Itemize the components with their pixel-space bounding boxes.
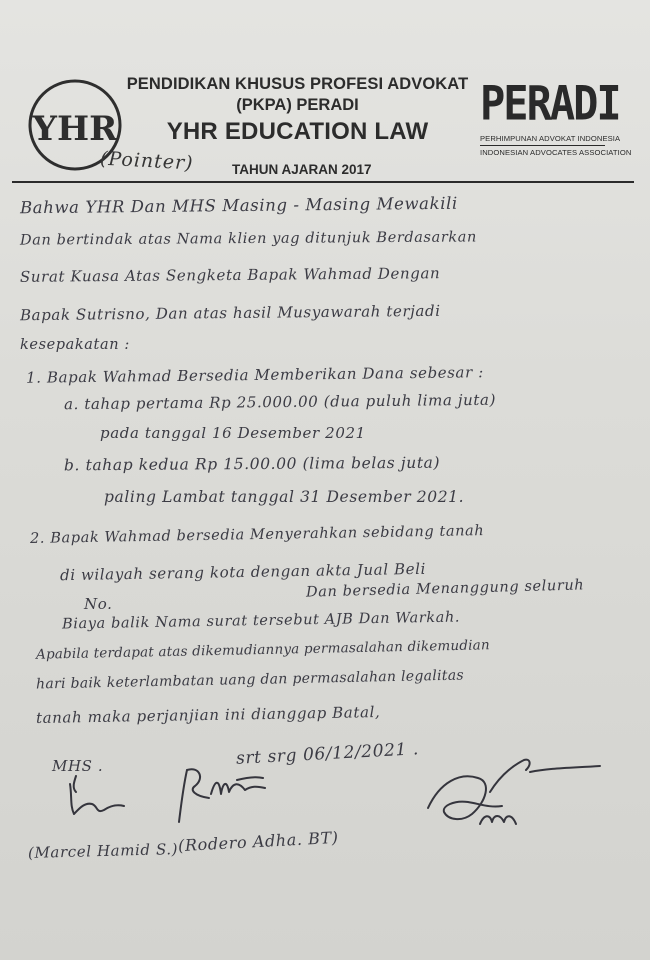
body-line: b. tahap kedua Rp 15.00.00 (lima belas juta) — [63, 453, 441, 475]
signature-right — [420, 752, 620, 842]
signatory-name-middle: (Rodero Adha. BT) — [177, 827, 340, 856]
body-line: 2. Bapak Wahmad bersedia Menyerahkan sebidang tanah — [29, 523, 485, 547]
yhr-logo-text: YHR — [32, 109, 118, 149]
signatory-name-left: (Marcel Hamid S.) — [27, 840, 179, 862]
peradi-divider — [480, 145, 605, 146]
peradi-subtitle-en: INDONESIAN ADVOCATES ASSOCIATION — [480, 148, 632, 157]
letterhead-divider — [12, 181, 634, 183]
body-line: Biaya balik Nama surat tersebut AJB Dan Warkah. — [61, 609, 461, 633]
peradi-subtitle-id: PERHIMPUNAN ADVOKAT INDONESIA — [480, 134, 621, 143]
body-line: pada tanggal 16 Desember 2021 — [100, 424, 366, 442]
signature-rodero — [165, 760, 285, 835]
body-line: Bahwa YHR Dan MHS Masing - Masing Mewakili — [19, 193, 458, 218]
body-line: Apabila terdapat atas dikemudiannya permasalahan dikemudian — [35, 637, 491, 663]
peradi-logo-text: PERADI — [480, 75, 620, 131]
body-line: 1. Bapak Wahmad Bersedia Memberikan Dana sebesar : — [25, 363, 484, 387]
body-line: tanah maka perjanjian ini dianggap Batal, — [35, 702, 381, 728]
body-line: Dan bertindak atas Nama klien yag ditunjuk Berdasarkan — [19, 229, 477, 249]
letterhead-line3: YHR EDUCATION LAW — [166, 118, 429, 145]
body-line: hari baik keterlambatan uang dan permasalahan legalitas — [35, 667, 465, 693]
signature-place-date: srt srg 06/12/2021 . — [235, 739, 420, 769]
letterhead-academic-year: TAHUN AJARAN 2017 — [232, 162, 372, 177]
signature-party-label: MHS . — [52, 757, 104, 775]
signature-marcel — [58, 770, 138, 830]
body-line: di wilayah serang kota dengan akta Jual Beli — [59, 559, 427, 585]
peradi-logo — [480, 75, 632, 157]
body-line: Bapak Sutrisno, Dan atas hasil Musyawarah terjadi — [19, 301, 441, 325]
body-line: Dan bersedia Menanggung seluruh — [305, 577, 585, 601]
body-line: No. — [84, 595, 113, 613]
letterhead-line1: PENDIDIKAN KHUSUS PROFESI ADVOKAT — [126, 75, 469, 93]
handwritten-pointer-note: (Pointer) — [99, 147, 195, 175]
body-line: a. tahap pertama Rp 25.000.00 (dua puluh lima juta) — [63, 390, 497, 414]
body-line: paling Lambat tanggal 31 Desember 2021. — [104, 488, 465, 506]
body-line: Surat Kuasa Atas Sengketa Bapak Wahmad Dengan — [19, 264, 441, 286]
body-line: kesepakatan : — [20, 337, 130, 353]
letterhead-title-block — [125, 74, 470, 147]
letterhead-line2: (PKPA) PERADI — [236, 96, 359, 114]
